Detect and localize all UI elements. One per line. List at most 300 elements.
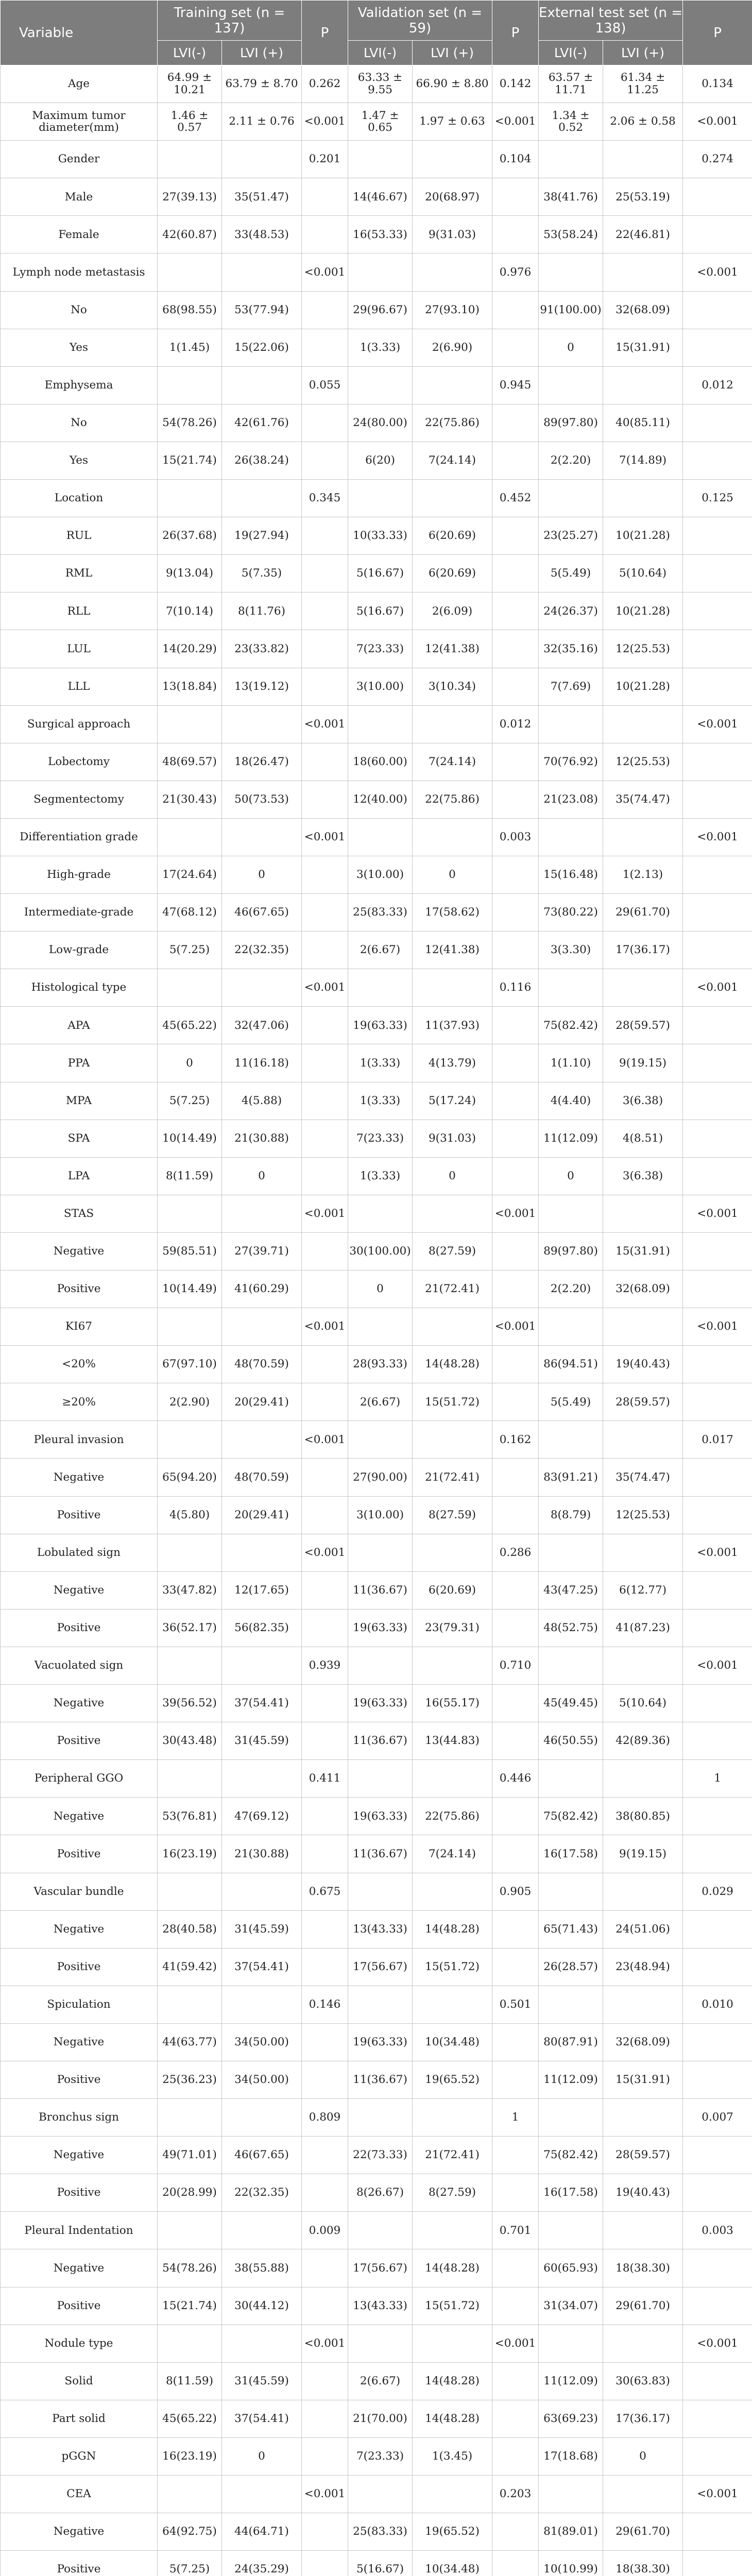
cell-training-lvi-pos: 48(70.59) [222,1459,302,1496]
cell-external-lvi-neg: 70(76.92) [539,743,603,781]
cell-variable: Maximum tumor diameter(mm) [1,103,158,141]
cell-external-lvi-pos [603,969,683,1007]
cell-external-lvi-neg: 48(52.75) [539,1609,603,1647]
cell-external-p [683,1571,752,1609]
cell-variable: Yes [1,329,158,366]
cell-validation-lvi-pos: 19(65.52) [413,2061,492,2098]
cell-training-p [302,894,348,931]
cell-external-lvi-pos [603,2476,683,2513]
cell-external-lvi-pos: 5(10.64) [603,1685,683,1722]
cell-validation-p: 0.012 [492,705,539,743]
cell-training-p: <0.001 [302,2476,348,2513]
table-row [1,442,752,479]
cell-training-lvi-neg: 54(78.26) [158,2249,222,2287]
cell-training-lvi-pos: 22(32.35) [222,931,302,969]
cell-training-p [302,2513,348,2551]
cell-validation-lvi-pos: 15(51.72) [413,2287,492,2325]
cell-validation-lvi-pos: 16(55.17) [413,1685,492,1722]
cell-external-lvi-pos: 15(31.91) [603,2061,683,2098]
cell-external-lvi-pos [603,2099,683,2137]
cell-validation-lvi-pos: 3(10.34) [413,668,492,705]
cell-external-lvi-pos: 19(40.43) [603,2174,683,2212]
cell-training-lvi-neg: 45(65.22) [158,2400,222,2437]
cell-external-lvi-pos: 29(61.70) [603,2287,683,2325]
cell-training-lvi-pos: 23(33.82) [222,630,302,668]
cell-validation-lvi-pos: 15(51.72) [413,1383,492,1421]
cell-training-p: <0.001 [302,1195,348,1232]
cell-external-lvi-pos: 28(59.57) [603,1383,683,1421]
cell-training-lvi-pos: 31(45.59) [222,2362,302,2400]
cell-validation-p [492,329,539,366]
cell-training-lvi-neg: 30(43.48) [158,1722,222,1760]
cell-validation-p [492,2249,539,2287]
cell-external-p [683,1609,752,1647]
cell-training-lvi-neg [158,1986,222,2023]
table-row [1,1157,752,1195]
cell-external-lvi-neg: 24(26.37) [539,592,603,630]
cell-validation-lvi-neg [348,253,413,291]
cell-training-lvi-pos: 18(26.47) [222,743,302,781]
cell-validation-lvi-pos [413,480,492,517]
table-row [1,65,752,103]
cell-training-lvi-neg: 10(14.49) [158,1120,222,1157]
cell-validation-lvi-neg: 6(20) [348,442,413,479]
cell-training-lvi-neg: 1(1.45) [158,329,222,366]
table-row [1,103,752,141]
table-row [1,2325,752,2362]
cell-validation-lvi-pos: 10(34.48) [413,2551,492,2576]
cell-external-p: <0.001 [683,1195,752,1232]
cell-training-lvi-neg: 68(98.55) [158,291,222,329]
table-row [1,1685,752,1722]
cell-external-lvi-neg [539,253,603,291]
cell-training-lvi-neg: 45(65.22) [158,1007,222,1044]
table-row [1,592,752,630]
table-row [1,2212,752,2249]
cell-external-lvi-neg: 26(28.57) [539,1948,603,1986]
header-variable: Variable [1,1,158,65]
cell-validation-lvi-neg: 7(23.33) [348,1120,413,1157]
table-row [1,1082,752,1120]
cell-validation-lvi-pos [413,705,492,743]
cell-training-lvi-pos [222,1421,302,1459]
cell-external-lvi-pos: 22(46.81) [603,216,683,253]
cell-validation-p [492,1609,539,1647]
cell-variable: Emphysema [1,366,158,404]
cell-external-lvi-neg: 83(91.21) [539,1459,603,1496]
cell-validation-p [492,442,539,479]
cell-training-lvi-neg [158,969,222,1007]
cell-validation-p [492,630,539,668]
cell-external-p [683,1948,752,1986]
table-row [1,480,752,517]
cell-external-p: <0.001 [683,2325,752,2362]
cell-validation-p [492,1459,539,1496]
cell-training-lvi-pos [222,818,302,856]
cell-training-lvi-pos [222,1986,302,2023]
cell-training-p: 0.411 [302,1760,348,1798]
cell-external-lvi-neg [539,1308,603,1346]
cell-external-lvi-pos [603,480,683,517]
cell-training-p [302,1232,348,1270]
cell-external-lvi-pos: 35(74.47) [603,1459,683,1496]
cell-training-p [302,1044,348,1082]
table-row [1,1986,752,2023]
cell-validation-lvi-neg [348,1986,413,2023]
cell-training-lvi-pos: 33(48.53) [222,216,302,253]
cell-validation-lvi-pos: 8(27.59) [413,1496,492,1534]
cell-variable: Negative [1,2513,158,2551]
cell-validation-lvi-pos [413,1421,492,1459]
cell-external-p [683,1082,752,1120]
table-row [1,1873,752,1910]
table-row [1,253,752,291]
table-row [1,2476,752,2513]
cell-training-p [302,1835,348,1873]
cell-training-p [302,2137,348,2174]
cell-validation-lvi-pos: 22(75.86) [413,1798,492,1835]
cell-training-p: <0.001 [302,969,348,1007]
cell-training-lvi-neg: 2(2.90) [158,1383,222,1421]
cell-training-lvi-pos [222,1308,302,1346]
cell-training-lvi-pos: 42(61.76) [222,404,302,442]
cell-external-p [683,856,752,893]
cell-validation-lvi-neg: 17(56.67) [348,1948,413,1986]
cell-validation-p [492,404,539,442]
cell-training-lvi-pos: 0 [222,856,302,893]
cell-validation-lvi-pos [413,2476,492,2513]
table-row [1,894,752,931]
cell-validation-lvi-pos [413,2212,492,2249]
cell-validation-lvi-neg: 28(93.33) [348,1346,413,1383]
cell-external-lvi-neg [539,480,603,517]
cell-variable: Pleural Indentation [1,2212,158,2249]
cell-external-lvi-neg: 63(69.23) [539,2400,603,2437]
table-row [1,1195,752,1232]
cell-validation-lvi-pos [413,1534,492,1571]
cell-validation-p [492,517,539,555]
cell-external-p [683,668,752,705]
cell-validation-p: 0.945 [492,366,539,404]
cell-training-p [302,1459,348,1496]
cell-training-lvi-pos: 41(60.29) [222,1270,302,1308]
cell-validation-lvi-neg: 19(63.33) [348,1798,413,1835]
cell-external-lvi-neg: 1(1.10) [539,1044,603,1082]
cell-external-lvi-neg [539,1534,603,1571]
table-body [1,65,752,2576]
cell-external-p: 0.003 [683,2212,752,2249]
cell-training-p [302,442,348,479]
cell-validation-lvi-pos [413,818,492,856]
cell-variable: Surgical approach [1,705,158,743]
cell-training-lvi-neg [158,2476,222,2513]
cell-external-p [683,442,752,479]
cell-training-p [302,216,348,253]
cell-external-lvi-pos: 29(61.70) [603,2513,683,2551]
cell-external-lvi-pos [603,2325,683,2362]
cell-validation-lvi-neg: 21(70.00) [348,2400,413,2437]
cell-validation-p: <0.001 [492,1195,539,1232]
cell-training-p [302,1007,348,1044]
cell-external-lvi-neg [539,1986,603,2023]
cell-variable: Negative [1,1910,158,1948]
cell-validation-lvi-pos: 1(3.45) [413,2437,492,2475]
cell-validation-p [492,2437,539,2475]
cell-training-lvi-pos [222,2325,302,2362]
cell-training-p [302,1571,348,1609]
cell-training-lvi-neg [158,1534,222,1571]
cell-training-p: <0.001 [302,1421,348,1459]
cell-training-lvi-pos [222,2099,302,2137]
cell-training-lvi-neg: 59(85.51) [158,1232,222,1270]
table-row [1,216,752,253]
cell-training-lvi-neg: 49(71.01) [158,2137,222,2174]
cell-validation-lvi-neg: 19(63.33) [348,1007,413,1044]
cell-validation-lvi-neg: 11(36.67) [348,1571,413,1609]
cell-variable: Spiculation [1,1986,158,2023]
cell-external-lvi-pos: 9(19.15) [603,1044,683,1082]
cell-external-p [683,2174,752,2212]
cell-validation-lvi-pos [413,1760,492,1798]
cell-training-p [302,1609,348,1647]
cell-external-lvi-pos [603,1195,683,1232]
cell-external-lvi-neg: 2(2.20) [539,442,603,479]
cell-external-p: 0.274 [683,141,752,178]
cell-external-lvi-pos [603,366,683,404]
cell-variable: Positive [1,1948,158,1986]
cell-validation-lvi-neg: 25(83.33) [348,894,413,931]
cell-external-p [683,1383,752,1421]
cell-training-p [302,178,348,216]
cell-training-lvi-pos: 27(39.71) [222,1232,302,1270]
cell-external-lvi-neg [539,818,603,856]
header-external-lvi-pos: LVI (+) [603,41,683,65]
cell-training-lvi-pos: 47(69.12) [222,1798,302,1835]
cell-training-p: <0.001 [302,2325,348,2362]
cell-training-lvi-pos [222,2212,302,2249]
cell-training-lvi-neg: 5(7.25) [158,1082,222,1120]
cell-training-lvi-neg: 27(39.13) [158,178,222,216]
cell-training-lvi-pos: 19(27.94) [222,517,302,555]
cell-training-p: <0.001 [302,253,348,291]
cell-training-lvi-neg: 33(47.82) [158,1571,222,1609]
cell-external-lvi-pos: 4(8.51) [603,1120,683,1157]
cell-external-lvi-neg: 89(97.80) [539,1232,603,1270]
cell-training-lvi-pos [222,1534,302,1571]
cell-external-p [683,517,752,555]
cell-validation-lvi-neg: 11(36.67) [348,2061,413,2098]
cell-training-p: <0.001 [302,705,348,743]
cell-external-lvi-neg: 0 [539,329,603,366]
cell-external-p: <0.001 [683,1534,752,1571]
cell-validation-p [492,2023,539,2061]
cell-validation-p: 0.905 [492,1873,539,1910]
cell-validation-lvi-pos [413,2099,492,2137]
cell-external-p: 1 [683,1760,752,1798]
cell-validation-lvi-pos: 12(41.38) [413,931,492,969]
cell-external-lvi-neg: 11(12.09) [539,2061,603,2098]
cell-validation-p [492,781,539,818]
cell-training-lvi-neg: 64(92.75) [158,2513,222,2551]
cell-training-lvi-pos: 0 [222,1157,302,1195]
table-row [1,1383,752,1421]
cell-training-lvi-neg: 1.46 ± 0.57 [158,103,222,141]
cell-variable: Negative [1,2023,158,2061]
table-row [1,1609,752,1647]
cell-validation-lvi-pos: 22(75.86) [413,404,492,442]
cell-training-lvi-neg: 15(21.74) [158,2287,222,2325]
cell-validation-p: 1 [492,2099,539,2137]
cell-variable: Part solid [1,2400,158,2437]
cell-validation-lvi-pos [413,969,492,1007]
cell-validation-lvi-neg: 3(10.00) [348,856,413,893]
table-row [1,1948,752,1986]
table-row [1,2061,752,2098]
cell-training-p [302,517,348,555]
cell-training-lvi-pos: 31(45.59) [222,1722,302,1760]
table-row [1,1007,752,1044]
cell-external-lvi-pos: 15(31.91) [603,329,683,366]
table-row [1,1798,752,1835]
cell-validation-p: <0.001 [492,1308,539,1346]
cell-training-lvi-neg: 0 [158,1044,222,1082]
cell-training-p: <0.001 [302,818,348,856]
cell-external-lvi-pos: 28(59.57) [603,1007,683,1044]
cell-variable: Positive [1,1835,158,1873]
cell-variable: RUL [1,517,158,555]
cell-external-lvi-neg: 60(65.93) [539,2249,603,2287]
cell-validation-lvi-pos: 14(48.28) [413,1346,492,1383]
cell-training-lvi-pos [222,141,302,178]
cell-external-lvi-pos: 61.34 ± 11.25 [603,65,683,103]
cell-validation-lvi-neg [348,366,413,404]
cell-external-lvi-pos: 42(89.36) [603,1722,683,1760]
cell-external-p [683,743,752,781]
cell-validation-lvi-pos: 14(48.28) [413,2362,492,2400]
cell-external-lvi-neg: 8(8.79) [539,1496,603,1534]
cell-external-lvi-neg: 4(4.40) [539,1082,603,1120]
cell-validation-lvi-neg [348,1647,413,1684]
cell-training-lvi-pos [222,480,302,517]
table-row [1,1571,752,1609]
cell-external-lvi-pos: 17(36.17) [603,931,683,969]
cell-external-lvi-pos: 2.06 ± 0.58 [603,103,683,141]
cell-validation-p: 0.452 [492,480,539,517]
cell-validation-lvi-pos: 8(27.59) [413,1232,492,1270]
cell-external-lvi-pos: 29(61.70) [603,894,683,931]
cell-training-lvi-neg: 41(59.42) [158,1948,222,1986]
cell-validation-lvi-pos: 20(68.97) [413,178,492,216]
cell-validation-lvi-neg: 2(6.67) [348,931,413,969]
header-p-training: P [302,1,348,65]
cell-external-lvi-neg: 53(58.24) [539,216,603,253]
cell-training-lvi-neg: 42(60.87) [158,216,222,253]
cell-external-lvi-pos [603,1760,683,1798]
cell-validation-p [492,1270,539,1308]
cell-validation-lvi-neg: 13(43.33) [348,1910,413,1948]
cell-external-p [683,2023,752,2061]
cell-training-lvi-pos: 5(7.35) [222,555,302,592]
table-row [1,969,752,1007]
cell-validation-p: 0.446 [492,1760,539,1798]
cell-validation-lvi-pos: 12(41.38) [413,630,492,668]
cell-external-lvi-pos: 7(14.89) [603,442,683,479]
cell-validation-lvi-neg: 1(3.33) [348,1082,413,1120]
cell-validation-lvi-neg: 7(23.33) [348,2437,413,2475]
cell-training-lvi-pos: 37(54.41) [222,1948,302,1986]
cell-validation-p: 0.142 [492,65,539,103]
cell-validation-lvi-pos: 17(58.62) [413,894,492,931]
table-row [1,1760,752,1798]
cell-variable: Negative [1,1571,158,1609]
cell-external-lvi-pos: 3(6.38) [603,1157,683,1195]
cell-training-p [302,2551,348,2576]
cell-training-lvi-neg: 36(52.17) [158,1609,222,1647]
cell-training-lvi-neg: 53(76.81) [158,1798,222,1835]
cell-external-p: <0.001 [683,818,752,856]
table-row [1,1232,752,1270]
cell-validation-p: 0.976 [492,253,539,291]
cell-external-lvi-neg [539,705,603,743]
cell-training-p: 0.345 [302,480,348,517]
cell-validation-p [492,1948,539,1986]
cell-validation-lvi-neg: 25(83.33) [348,2513,413,2551]
cell-training-lvi-pos: 11(16.18) [222,1044,302,1082]
cell-external-lvi-pos [603,1873,683,1910]
cell-external-p: <0.001 [683,1308,752,1346]
cell-external-p [683,1459,752,1496]
cell-variable: Location [1,480,158,517]
cell-validation-lvi-pos [413,2325,492,2362]
table-row [1,555,752,592]
cell-training-lvi-pos [222,1647,302,1684]
cell-external-p: <0.001 [683,705,752,743]
cell-training-p [302,2400,348,2437]
cell-variable: PPA [1,1044,158,1082]
cell-training-lvi-pos: 63.79 ± 8.70 [222,65,302,103]
header-p-validation: P [492,1,539,65]
cell-training-lvi-neg: 5(7.25) [158,931,222,969]
cell-external-lvi-pos: 41(87.23) [603,1609,683,1647]
cell-validation-lvi-pos: 6(20.69) [413,555,492,592]
cell-training-lvi-pos: 32(47.06) [222,1007,302,1044]
cell-variable: Peripheral GGO [1,1760,158,1798]
cell-variable: <20% [1,1346,158,1383]
cell-validation-lvi-neg: 7(23.33) [348,630,413,668]
cell-training-lvi-neg: 25(36.23) [158,2061,222,2098]
cell-validation-p: 0.701 [492,2212,539,2249]
cell-training-lvi-neg: 4(5.80) [158,1496,222,1534]
cell-validation-lvi-pos: 6(20.69) [413,517,492,555]
cell-training-lvi-neg: 10(14.49) [158,1270,222,1308]
cell-validation-lvi-pos [413,1647,492,1684]
cell-variable: Positive [1,2174,158,2212]
cell-training-p: 0.262 [302,65,348,103]
cell-training-lvi-pos: 21(30.88) [222,1835,302,1873]
table-row [1,1270,752,1308]
cell-validation-lvi-neg: 63.33 ± 9.55 [348,65,413,103]
cell-training-lvi-neg [158,480,222,517]
cell-variable: Nodule type [1,2325,158,2362]
cell-validation-p: 0.203 [492,2476,539,2513]
cell-training-lvi-pos [222,969,302,1007]
cell-external-lvi-neg [539,141,603,178]
table-row [1,781,752,818]
cell-training-lvi-pos: 15(22.06) [222,329,302,366]
table-row [1,1835,752,1873]
cell-validation-lvi-pos: 2(6.90) [413,329,492,366]
cell-validation-lvi-neg: 1.47 ± 0.65 [348,103,413,141]
